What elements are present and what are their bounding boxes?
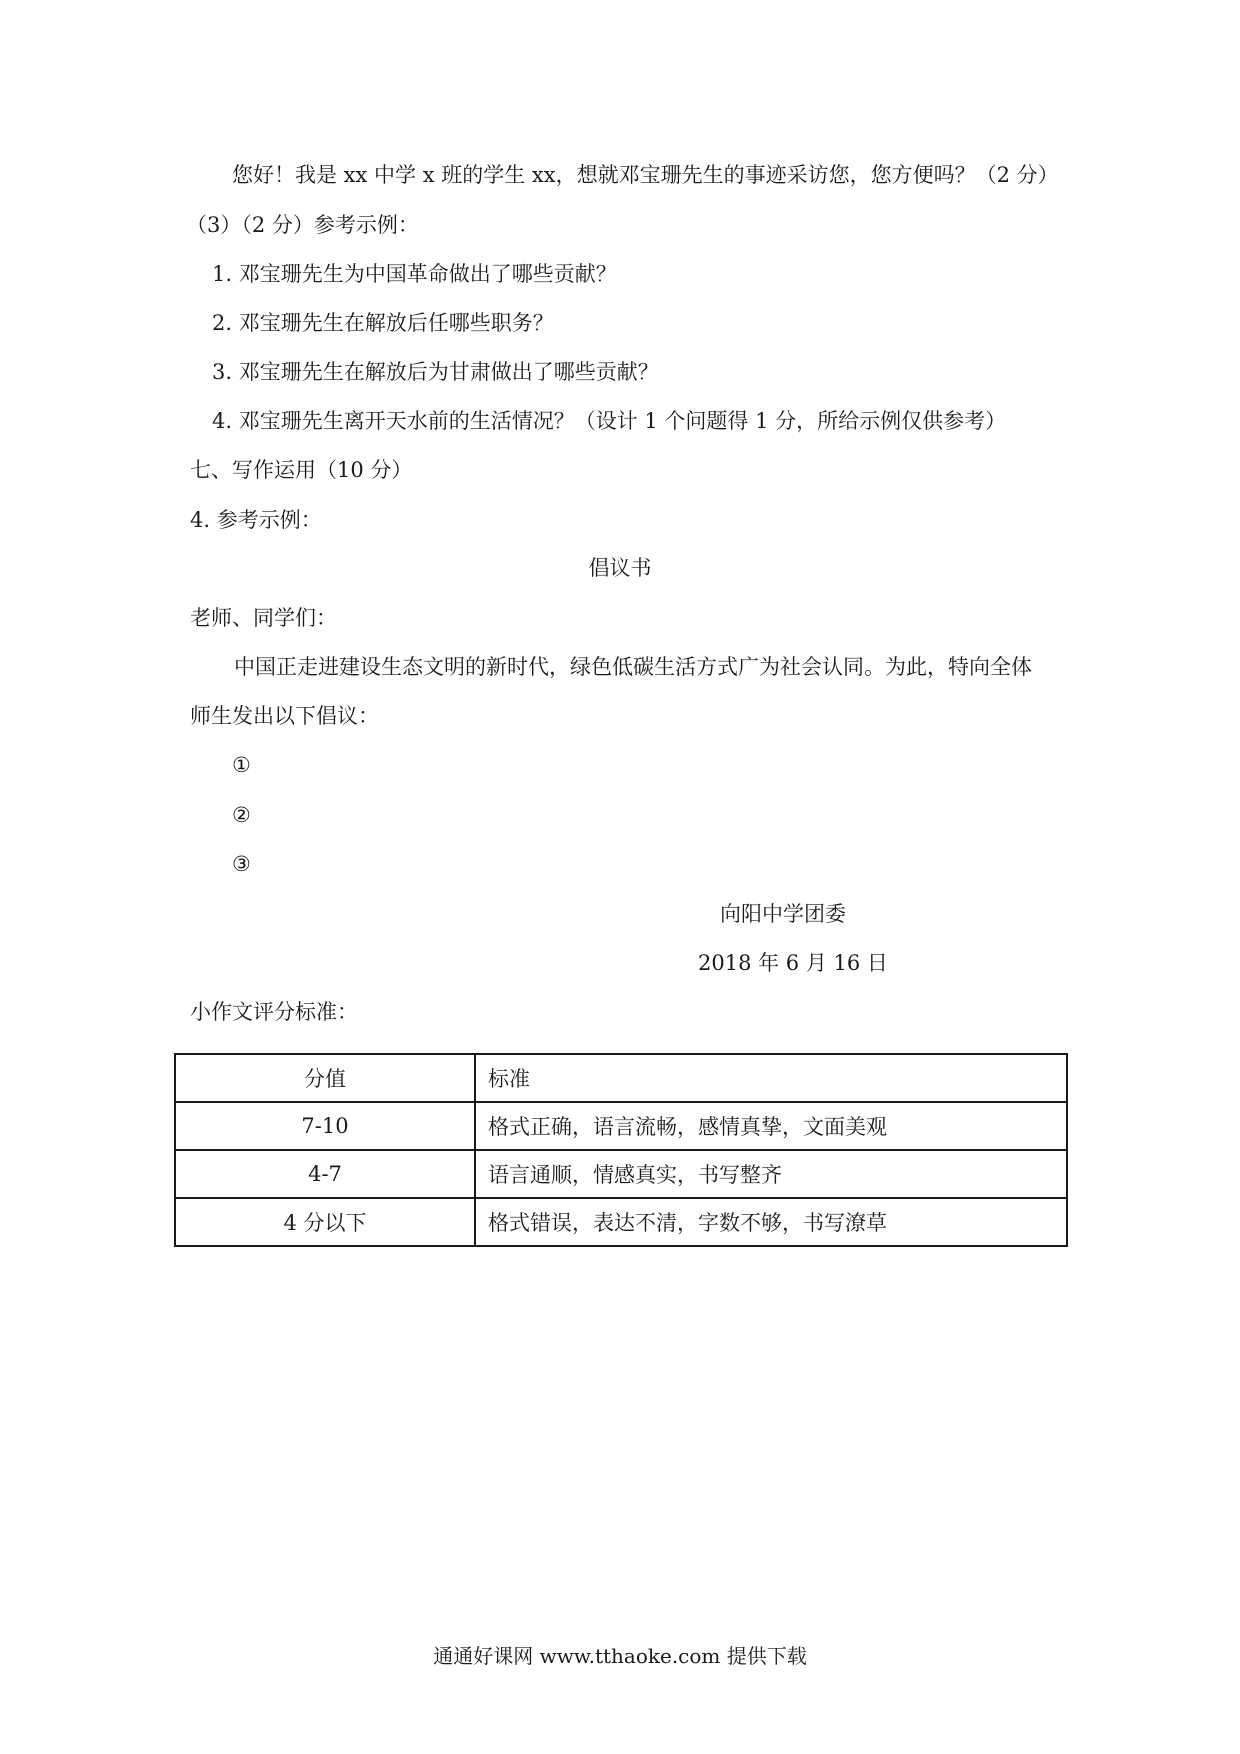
question-1: 1. 邓宝珊先生为中国革命做出了哪些贡献？ xyxy=(212,262,617,286)
proposal-point-1: ① xyxy=(232,753,251,777)
interview-greeting: 您好！我是 xx 中学 x 班的学生 xx，想就邓宝珊先生的事迹采访您，您方便吗？（2 分） xyxy=(232,163,1059,187)
table-row xyxy=(175,1102,1067,1150)
letter-body-line-2: 师生发出以下倡议： xyxy=(190,704,379,728)
score-range-cell: 4 分以下 xyxy=(175,1198,475,1246)
proposal-point-2: ② xyxy=(232,803,251,827)
score-range-cell: 4-7 xyxy=(175,1150,475,1198)
proposal-point-3: ③ xyxy=(232,852,251,876)
table-header-row xyxy=(175,1054,1067,1102)
part3-heading: （3）（2 分）参考示例： xyxy=(186,213,419,237)
letter-signature: 向阳中学团委 xyxy=(720,902,846,926)
letter-date: 2018 年 6 月 16 日 xyxy=(698,951,888,975)
table-row xyxy=(175,1198,1067,1246)
letter-body-line-1: 中国正走进建设生态文明的新时代，绿色低碳生活方式广为社会认同。为此，特向全体 xyxy=(234,655,1032,679)
letter-salutation: 老师、同学们： xyxy=(190,606,337,630)
table-header-cell: 标准 xyxy=(475,1054,1067,1102)
rubric-table xyxy=(174,1053,1068,1247)
table-header-cell: 分值 xyxy=(175,1054,475,1102)
criteria-cell: 格式正确，语言流畅，感情真挚，文面美观 xyxy=(475,1102,1067,1150)
question-3: 3. 邓宝珊先生在解放后为甘肃做出了哪些贡献？ xyxy=(212,360,659,384)
question-4: 4. 邓宝珊先生离开天水前的生活情况？（设计 1 个问题得 1 分，所给示例仅供参考） xyxy=(212,409,1007,433)
letter-title: 倡议书 xyxy=(588,556,652,580)
question-2: 2. 邓宝珊先生在解放后任哪些职务？ xyxy=(212,311,554,335)
criteria-cell: 语言通顺，情感真实，书写整齐 xyxy=(475,1150,1067,1198)
rubric-title: 小作文评分标准： xyxy=(190,1000,358,1024)
criteria-cell: 格式错误，表达不清，字数不够，书写潦草 xyxy=(475,1198,1067,1246)
writing-item-heading: 4. 参考示例： xyxy=(190,508,322,532)
page-footer: 通通好课网 www.tthaoke.com 提供下载 xyxy=(433,1644,807,1668)
score-range-cell: 7-10 xyxy=(175,1102,475,1150)
table-row xyxy=(175,1150,1067,1198)
writing-section-heading: 七、写作运用（10 分） xyxy=(190,458,413,482)
